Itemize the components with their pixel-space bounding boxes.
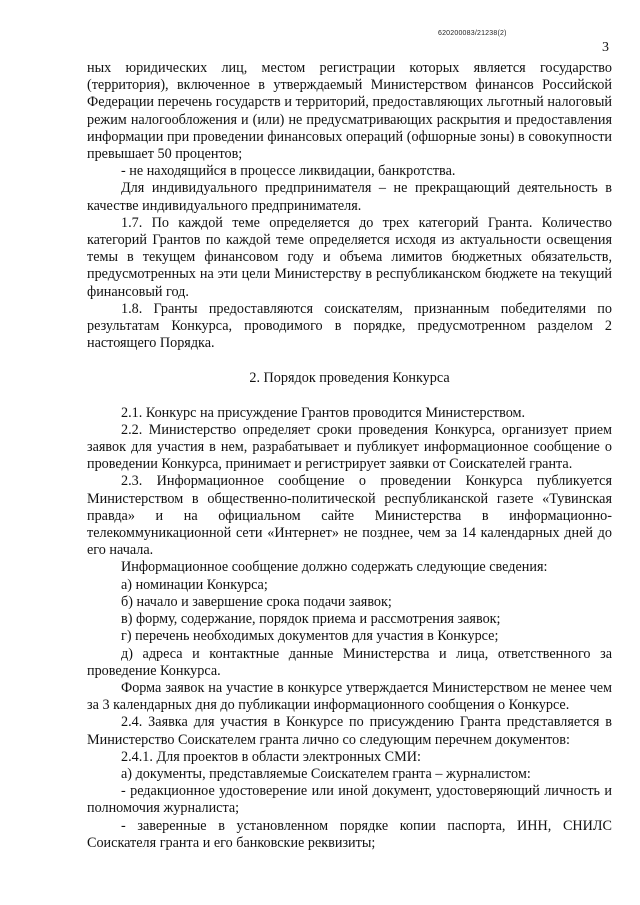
paragraph-2-1: 2.1. Конкурс на присуждение Грантов проводится Министерством. bbox=[121, 404, 526, 421]
list-item-b: б) начало и завершение срока подачи заявок; bbox=[121, 593, 392, 610]
list-item-g: г) перечень необходимых документов для участия в Конкурсе; bbox=[121, 628, 499, 645]
list-item-d: д) адреса и контактные данные Министерства и лица, ответственного за проведение Конкурса. bbox=[87, 645, 612, 679]
paragraph-not-liquidating: - не находящийся в процессе ликвидации, банкротства. bbox=[121, 163, 456, 180]
section-heading: 2. Порядок проведения Конкурса bbox=[249, 370, 450, 387]
paragraph-individual-entrepreneur: Для индивидуального предпринимателя – не прекращающий деятельность в качестве индивидуального предпринимателя. bbox=[87, 180, 612, 214]
paragraph-1-8: 1.8. Гранты предоставляются соискателям, признанным победителями по результатам Конкурса, проводимого в порядке, предусмотренном разделом 2 настоящего Порядка. bbox=[87, 300, 612, 352]
list-item-v: в) форму, содержание, порядок приема и рассмотрения заявок; bbox=[121, 611, 501, 628]
paragraph-application-form: Форма заявок на участие в конкурсе утверждается Министерством не менее чем за 3 календарных дня до публикации информационного сообщения о Конкурсе. bbox=[87, 679, 612, 714]
list-item-documents-a: а) документы, представляемые Соискателем гранта – журналистом: bbox=[121, 765, 531, 782]
list-item-editorial-id: - редакционное удостоверение или иной документ, удостоверяющий личность и полномочия журналиста; bbox=[87, 783, 612, 817]
paragraph-2-3: 2.3. Информационное сообщение о проведении Конкурса публикуется Министерством в общественно-политической республиканской газете «Тувинская правда» и на официальном сайте Министерства в информационно-телекоммуникационной сети «Интернет» не позднее, чем за 14 календарных дней до его начала. bbox=[87, 473, 612, 559]
paragraph-offshore-continuation: ных юридических лиц, местом регистрации которых является государство (территория), включенное в утверждаемый Министерством финансов Российской Федерации перечень государств и территорий, предоставляющих льготный налоговый режим налогообложения и (или) не предусматривающих раскрытия и предоставления информации при проведении финансовых операций (офшорные зоны) в совокупности превышает 50 процентов; bbox=[87, 60, 612, 163]
paragraph-info-message: Информационное сообщение должно содержать следующие сведения: bbox=[121, 559, 548, 576]
paragraph-2-2: 2.2. Министерство определяет сроки проведения Конкурса, организует прием заявок для участия в нем, разрабатывает и публикует информационное сообщение о проведении Конкурса, принимает и регистрирует заявки от Соискателей гранта. bbox=[87, 421, 612, 473]
paragraph-1-7: 1.7. По каждой теме определяется до трех категорий Гранта. Количество категорий Грантов по каждой теме определяется исходя из актуальности освещения темы в текущем финансовом году и объема лимитов бюджетных обязательств, предусмотренных на эти цели Министерству в республиканском бюджете на текущий финансовый год. bbox=[87, 214, 612, 300]
list-item-passport-copies: - заверенные в установленном порядке копии паспорта, ИНН, СНИЛС Соискателя гранта и его банковские реквизиты; bbox=[87, 817, 612, 851]
document-code: 620200083/21238(2) bbox=[438, 30, 507, 37]
list-item-a: а) номинации Конкурса; bbox=[121, 576, 268, 593]
page-number: 3 bbox=[602, 40, 609, 55]
document-body bbox=[87, 60, 612, 852]
paragraph-2-4: 2.4. Заявка для участия в Конкурсе по присуждению Гранта представляется в Министерство Соискателем гранта лично со следующим перечнем документов: bbox=[87, 714, 612, 748]
paragraph-2-4-1: 2.4.1. Для проектов в области электронных СМИ: bbox=[121, 748, 421, 765]
